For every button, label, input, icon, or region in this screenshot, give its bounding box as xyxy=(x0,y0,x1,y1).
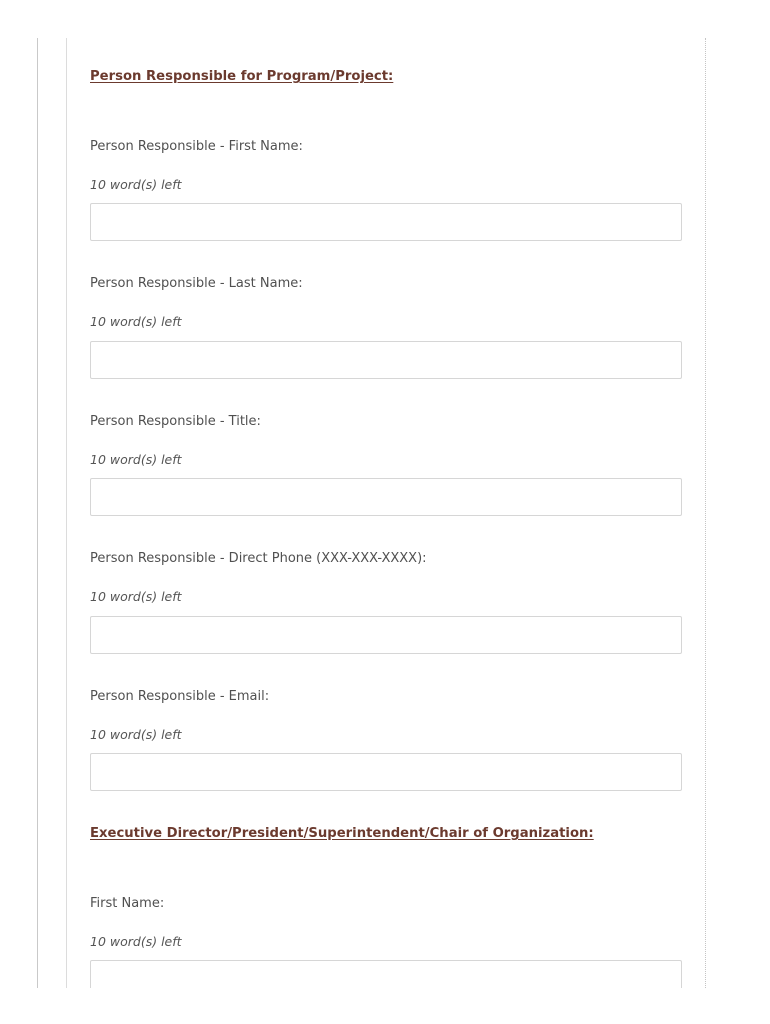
last-name-input[interactable] xyxy=(90,341,682,379)
section-heading-executive-director: Executive Director/President/Superintendent/Chair of Organization: xyxy=(90,826,594,841)
executive-first-name-input[interactable] xyxy=(90,960,682,988)
first-name-word-count: 10 word(s) left xyxy=(90,177,182,192)
direct-phone-word-count: 10 word(s) left xyxy=(90,589,182,604)
executive-first-name-label: First Name: xyxy=(90,896,165,911)
email-word-count: 10 word(s) left xyxy=(90,727,182,742)
page-left-border xyxy=(37,38,38,988)
first-name-label: Person Responsible - First Name: xyxy=(90,139,303,154)
title-label: Person Responsible - Title: xyxy=(90,414,261,429)
direct-phone-input[interactable] xyxy=(90,616,682,654)
email-label: Person Responsible - Email: xyxy=(90,689,270,704)
executive-first-name-word-count: 10 word(s) left xyxy=(90,934,182,949)
last-name-word-count: 10 word(s) left xyxy=(90,314,182,329)
content-right-border xyxy=(705,38,706,988)
email-input[interactable] xyxy=(90,753,682,791)
direct-phone-label: Person Responsible - Direct Phone (XXX-XXX-XXXX): xyxy=(90,551,427,566)
title-word-count: 10 word(s) left xyxy=(90,452,182,467)
title-input[interactable] xyxy=(90,478,682,516)
content-left-border xyxy=(66,38,67,988)
section-heading-person-responsible: Person Responsible for Program/Project: xyxy=(90,69,394,84)
first-name-input[interactable] xyxy=(90,203,682,241)
last-name-label: Person Responsible - Last Name: xyxy=(90,276,303,291)
